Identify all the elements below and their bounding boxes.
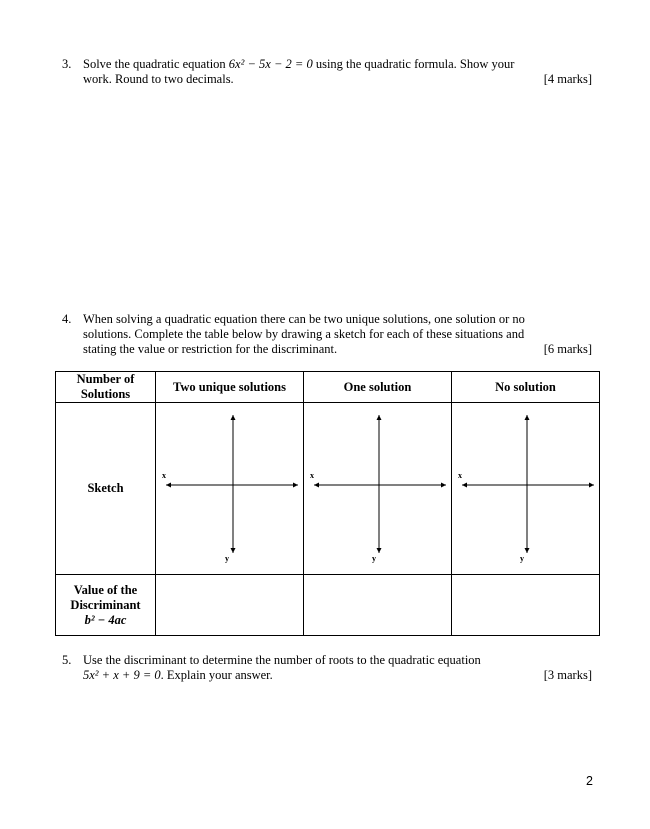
y-axis-arrow-down (231, 548, 236, 553)
x-axis-label: x (162, 471, 166, 480)
question-4-line3: stating the value or restriction for the discriminant. [6 marks] (83, 342, 592, 356)
y-axis-label: y (520, 554, 524, 563)
question-3 (62, 57, 592, 87)
y-axis-label: y (225, 554, 229, 563)
y-axis-label: y (372, 554, 376, 563)
x-axis-arrow-left (314, 483, 319, 488)
header-number-of-solutions: Number of Solutions (56, 372, 156, 403)
question-4-line1: When solving a quadratic equation there can be two unique solutions, one solution or no (83, 312, 525, 326)
solutions-table (55, 371, 600, 636)
x-axis-label: x (310, 471, 314, 480)
x-axis-arrow-right (589, 483, 594, 488)
question-4 (62, 312, 592, 357)
question-5-equation: 5x² + x + 9 = 0 (83, 668, 161, 682)
header-one-solution: One solution (304, 372, 452, 403)
value-cell-two-solutions[interactable] (156, 575, 304, 636)
page-number: 2 (586, 774, 593, 788)
sketch-no-solution[interactable] (452, 403, 600, 575)
question-5-line1: Use the discriminant to determine the number of roots to the quadratic equation (83, 653, 481, 667)
axes-graph (304, 403, 452, 574)
question-4-line2: solutions. Complete the table below by drawing a sketch for each of these situations and (83, 327, 525, 341)
x-axis-arrow-right (441, 483, 446, 488)
y-axis-arrow-down (525, 548, 530, 553)
table-header-row (56, 372, 600, 403)
question-3-line1: Solve the quadratic equation 6x² − 5x − 2 = 0 using the quadratic formula. Show your (83, 57, 515, 71)
table-value-row (56, 575, 600, 636)
table-sketch-row (56, 403, 600, 575)
question-5 (62, 653, 592, 683)
axes-graph (452, 403, 600, 574)
sketch-two-solutions[interactable] (156, 403, 304, 575)
sketch-label: Sketch (56, 403, 156, 575)
axes-graph (156, 403, 304, 574)
value-cell-one-solution[interactable] (304, 575, 452, 636)
discriminant-formula: b² − 4ac (84, 612, 127, 627)
y-axis-arrow-up (525, 415, 530, 420)
value-label: Value of the Discriminant b² − 4ac (56, 575, 156, 636)
x-axis-label: x (458, 471, 462, 480)
y-axis-arrow-up (377, 415, 382, 420)
x-axis-arrow-right (293, 483, 298, 488)
question-4-marks: [6 marks] (543, 342, 592, 356)
question-3-line2: work. Round to two decimals. [4 marks] (83, 72, 592, 86)
question-3-marks: [4 marks] (543, 72, 592, 86)
header-two-unique-solutions: Two unique solutions (156, 372, 304, 403)
sketch-one-solution[interactable] (304, 403, 452, 575)
header-no-solution: No solution (452, 372, 600, 403)
question-3-equation: 6x² − 5x − 2 = 0 (228, 57, 313, 71)
question-5-line2: 5x² + x + 9 = 0. Explain your answer. [3 marks] (83, 668, 592, 682)
value-cell-no-solution[interactable] (452, 575, 600, 636)
x-axis-arrow-left (166, 483, 171, 488)
x-axis-arrow-left (462, 483, 467, 488)
question-4-number: 4. (62, 312, 72, 326)
y-axis-arrow-up (231, 415, 236, 420)
question-5-marks: [3 marks] (543, 668, 592, 682)
y-axis-arrow-down (377, 548, 382, 553)
question-5-number: 5. (62, 653, 72, 667)
question-3-number: 3. (62, 57, 72, 71)
